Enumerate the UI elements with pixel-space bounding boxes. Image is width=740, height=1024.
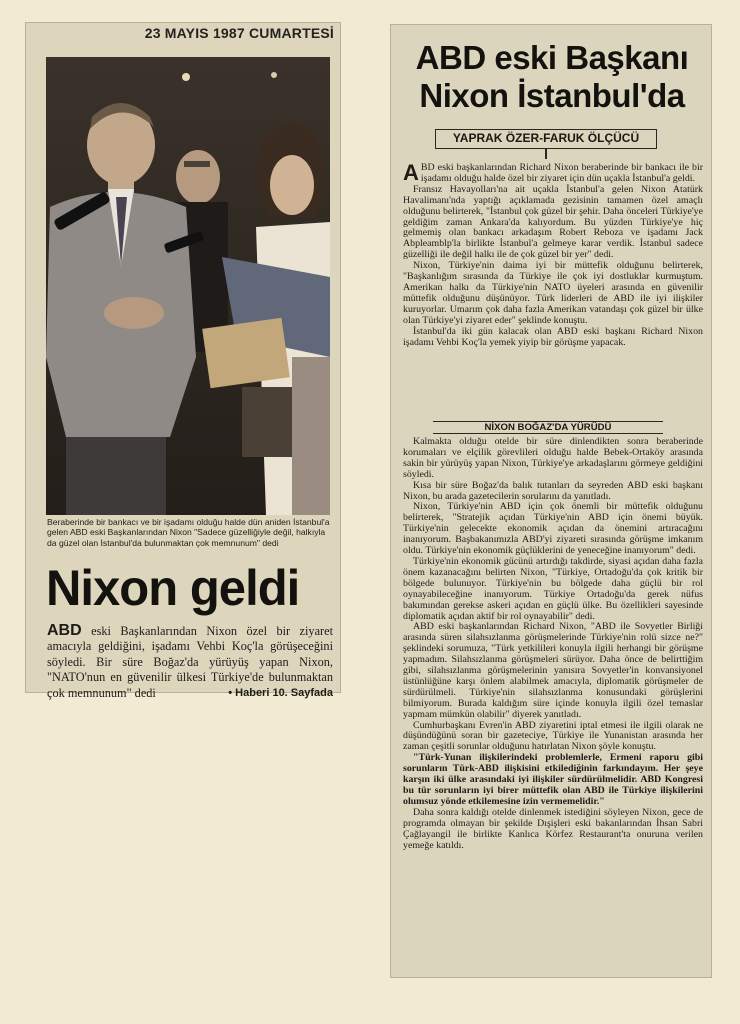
photo-illustration (46, 57, 330, 515)
paragraph-10: Cumhurbaşkanı Evren'in ABD ziyaretini iptal etmesi ile ilgili olarak ne düşündüğünü soran bir gazeteciye, Türkiye ile Yunanistan arasında her zaman çeşitli sorunlar olduğunu hatırlatan Nixon şöyle konuştu. (403, 719, 703, 753)
drop-cap: A (403, 160, 419, 185)
paragraph-4: İstanbul'da iki gün kalacak olan ABD eski başkanı Richard Nixon işadamı Vehbi Koç'la yemek yiyip bir görüşme yapacak. (403, 325, 703, 348)
paragraph-8: Türkiye'nin ekonomik gücünü artırdığı takdirde, siyasi açıdan daha fazla önem kazanacağını belirten Nixon, "Türkiye, Ortadoğu'da çok kritik bir bölgede bulunuyor. Türkiye'nin bu bölgede daha güçlü bir rol oynayabileceğine inanıyorum. Türkiye Ortadoğu'da gerek nüfus bakımından gerekse askeri açıdan en güçlü ülke. Bu özellikleri sayesinde diplomatik açıdan aktif bir rol oynayabilir" dedi. (403, 555, 703, 622)
paragraph-7: Nixon, Türkiye'nin ABD için çok önemli bir müttefik olduğunu belirterek, "Stratejik açıdan Türkiye'nin ABD için önemi büyük. Türkiye'nin gelecekte ekonomik açıdan da önemini artıracağını inanıyorum. Başbakanımızla ABD'yi ziyareti sırasında görüşme imkanım oldu. Türkiye'nin ekonomik güçlüklerini de yeneceğine inanıyorum" dedi. (403, 501, 703, 557)
headline-line-1: ABD eski Başkanı (415, 39, 689, 76)
byline-rule (545, 149, 547, 159)
lead-paragraph (47, 623, 333, 701)
article-body-part-2 (403, 437, 703, 851)
article-body-part-1 (403, 160, 703, 348)
inside-page-clipping (390, 24, 712, 978)
headline: Nixon geldi (46, 560, 300, 616)
byline: YAPRAK ÖZER-FARUK ÖLÇÜCÜ (435, 129, 657, 149)
paragraph-11: "Türk-Yunan ilişkilerindeki problemlerle, Ermeni raporu gibi sorunların Türk-ABD ilişkisini etkilediğinin farkındayım. Her şeye karşın iki ülke arasındaki iyi ilişkiler sürdürülmelidir. ABD Kongresi bu tür sorunların iyi birer müttefik olan ABD ile Türkiye ilişkilerini olumsuz yönde etkilemesine izin vermemelidir." (403, 752, 703, 807)
date-line: 23 MAYIS 1987 CUMARTESİ (144, 25, 334, 41)
paragraph-1-text: BD eski başkanlarından Richard Nixon beraberinde bir bankacı ile bir işadamı olduğu halde özel bir ziyaret için dün uçakla İstanbul'a geldi. (420, 162, 703, 184)
news-photo (46, 57, 330, 515)
subheading: NİXON BOĞAZ'DA YÜRÜDÜ (433, 421, 663, 434)
paragraph-12: Daha sonra kaldığı otelde dinlenmek istediğini söyleyen Nixon, gece de programda olmayan bir şekilde Dışişleri eski bakanlarından İhsan Sabri Çağlayangil ile birlikte Kanlıca Körfez Restaurant'ta onuruna verilen yemeğe katıldı. (403, 806, 703, 851)
paragraph-2: Fransız Havayolları'na ait uçakla İstanbul'a gelen Nixon Atatürk Havalimanı'nda yaptığı açıklamada gezisinin tamamen özel amaçlı olduğunu belirterek, "İstanbul çok güzel bir şehir. Daha önceleri Türkiye'ye geldiğim zaman Ankara'da kalıyordum. Bu yüzden Türkiye'ye hiç gelmemiş olan bankacı arkadaşım Robert Reboza ve işadamı Jack Abpleamblp'la birlikte İstanbul'a gelmeye karar verdik. İstanbul sadece güzelliği ile değil halkı ile de çok güzel bir yer" dedi. (403, 183, 703, 261)
paragraph-9: ABD eski başkanlarından Richard Nixon, "ABD ile Sovyetler Birliği arasında süren silahsızlanma görüşmelerinde Türkiye'nin rolü sizce ne?" şeklindeki sorumuza, "Türk yetkilileri konuyla ilgili herhangi bir görüşme yapmadım. Silahsızlanma görüşmeleri sürüyor. Daha önce de belirttiğim gibi, silahsızlanma görüşmelerinin yanısıra Sovyetler'in konvansiyonel üstünlüğüne karşı önlem alabilmek amacıyla, diplomatik görüşmeler de sürdürülmeli. Türkiye'nin silahsızlanma konusundaki görüşlerini bilmiyorum. Burada kaldığım süre içinde konuyla ilgili özel temaslar yapmam mümkün olabilir" diyerek yanıtladı. (403, 621, 703, 720)
paragraph-1 (403, 160, 703, 185)
paragraph-3: Nixon, Türkiye'nin daima iyi bir müttefik olduğunu belirterek, "Başkanlığım sırasında da Türkiye ile çok iyi dostluklar kurmuştum. Amerikan halkı da Türkiye'nin NATO üyeleri arasında en güvenilir müttefik olduğunu düşünüyor. Türk liderleri de ABD ile iyi ilişkiler kuruyorlar. Umarım çok daha fazla Amerikan vatandaşı çok güzel bir ülke olan Türkiye'yi ziyaret eder" şeklinde konuştu. (403, 260, 703, 326)
lead-drop: ABD (47, 622, 82, 639)
lead-text: eski Başkanlarından Nixon özel bir ziyaret amacıyla geldiğini, işadamı Vehbi Koç'la görüşeceğini söyledi. Bir süre Boğaz'da yürüyüş yapan Nixon, "NATO'nun en güvenilir ülkesi Türkiye'de bulunmaktan çok memnunum" dedi (47, 624, 333, 700)
front-page-clipping (25, 22, 341, 700)
paragraph-6: Kısa bir süre Boğaz'da balık tutanları da seyreden ABD eski başkanı Nixon, bu arada gazetecilerin sorularını da yanıtladı. (403, 479, 703, 502)
photo-caption: Beraberinde bir bankacı ve bir işadamı olduğu halde dün aniden İstanbul'a gelen ABD eski Başkanlarından Nixon "Sadece güzelliğiyle değil, halkıyla da güzel olan İstanbul'da bulunmaktan çok memnunum" dedi (47, 517, 330, 548)
article-headline (399, 39, 705, 115)
paragraph-5: Kalmakta olduğu otelde bir süre dinlendikten sonra beraberinde korumaları ve elçilik görevlileri olduğu halde Bebek-Ortaköy arasında sakin bir yürüyüş yapan Nixon, Türkiye'ye arkadaşlarını görmeye geldiğini söyledi. (403, 436, 703, 480)
headline-line-2: Nixon İstanbul'da (419, 77, 685, 114)
page-reference: • Haberi 10. Sayfada (228, 686, 333, 699)
